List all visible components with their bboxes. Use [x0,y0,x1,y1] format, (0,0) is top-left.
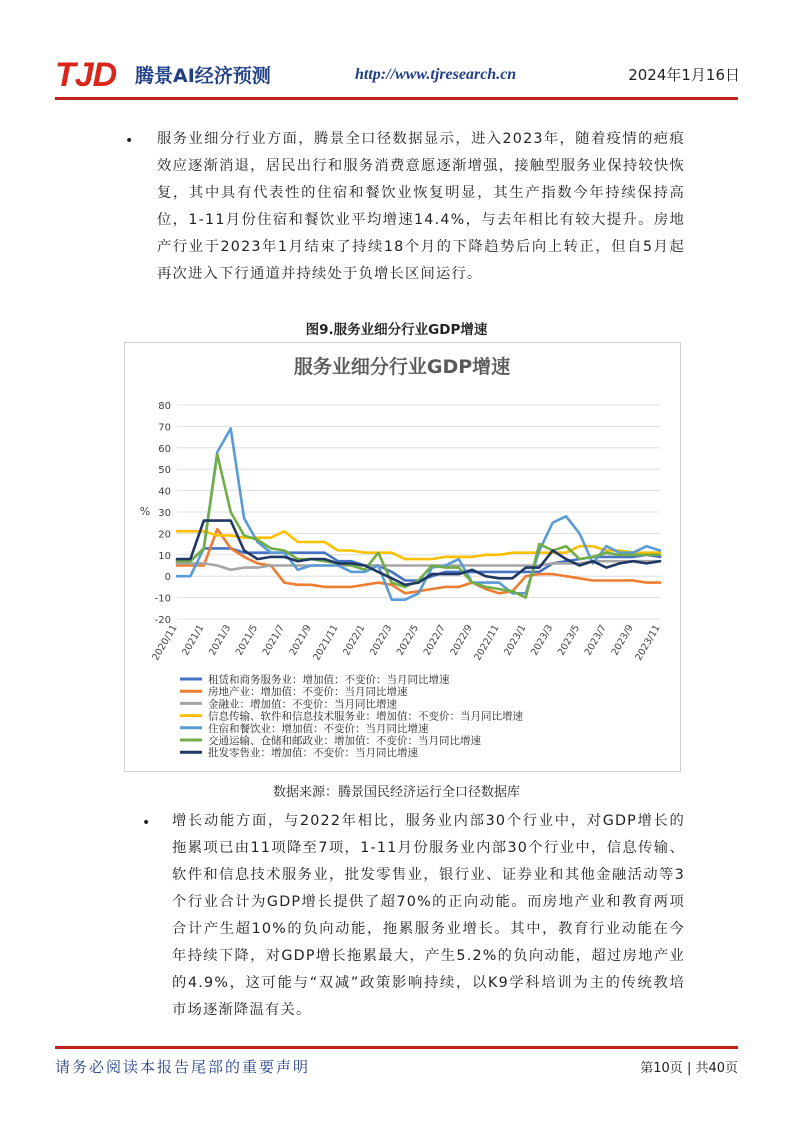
paragraph-service-industries: 服务业细分行业方面，腾景全口径数据显示，进入2023年，随着疫情的疤痕效应逐渐消退，居民出行和服务消费意愿逐渐增强，接触型服务业保持较快恢复，其中具有代表性的住宿和餐饮业恢复明显，其生产指数今年持续保持高位，1-11月份住宿和餐饮业平均增速14.4%，与去年相比有较大提升。房地产行业于2023年1月结束了持续18个月的下降趋势后向上转正，但自5月起再次进入下行通道并持续处于负增长区间运行。 [157,131,685,282]
legend-entry: 租赁和商务服务业：增加值：不变价：当月同比增速 [208,674,450,686]
x-tick-label: 2023/7 [582,623,609,658]
legend-entry: 交通运输、仓储和邮政业：增加值：不变价：当月同比增速 [208,735,481,747]
x-tick-label: 2021/5 [233,623,261,658]
x-tick-label: 2022/5 [394,623,422,658]
x-tick-label: 2021/11 [311,623,341,663]
x-tick-label: 2023/1 [502,623,529,658]
footer-divider [55,1046,738,1049]
legend-entry: 房地产业：增加值：不变价：当月同比增速 [208,686,408,699]
x-tick-label: 2023/11 [633,623,663,663]
y-tick-label: 50 [158,465,171,477]
legend-entry: 批发零售业：增加值：不变价：当月同比增速 [208,747,418,760]
x-tick-label: 2022/1 [341,623,368,658]
data-source: 数据来源：腾景国民经济运行全口径数据库 [272,785,520,800]
y-tick-label: 40 [158,486,171,498]
legend-entry: 信息传输、软件和信息技术服务业：增加值：不变价：当月同比增速 [208,710,523,723]
page-header [55,52,740,98]
report-date: 2024年1月16日 [628,66,740,84]
website-link[interactable]: http://www.tjresearch.cn [355,66,517,83]
x-tick-label: 2021/3 [207,623,234,658]
x-tick-label: 2023/3 [529,623,556,658]
x-tick-label: 2022/9 [448,623,475,658]
y-axis-label: % [139,505,151,518]
x-tick-label: 2023/5 [555,623,583,658]
x-tick-label: 2021/1 [180,623,207,658]
y-tick-label: 0 [164,572,171,584]
x-tick-label: 2022/7 [421,623,448,658]
x-tick-label: 2022/11 [472,623,502,663]
x-tick-label: 2022/3 [368,623,395,658]
line-chart [125,343,680,771]
y-tick-label: 20 [158,529,171,541]
page-number: 第10页 | 共40页 [640,1061,738,1076]
x-tick-label: 2021/7 [260,623,287,658]
y-tick-label: 70 [158,422,171,434]
x-tick-label: 2021/9 [287,623,314,658]
bullet-icon: • [125,133,134,149]
paragraph-growth-drivers: 增长动能方面，与2022年相比，服务业内部30个行业中，对GDP增长的拖累项已由11项降至7项，1-11月份服务业内部30个行业中，信息传输、软件和信息技术服务业，批发零售业，银行业、证券业和其他金融活动等3个行业合计为GDP增长提供了超70%的正向动能。而房地产业和教育两项合计产生超10%的负向动能，拖累服务业增长。其中，教育行业动能在今年持续下降，对GDP增长拖累最大，产生5.2%的负向动能，超过房地产业的4.9%，这可能与“双减”政策影响持续，以K9学科培训为主的传统教培市场逐渐降温有关。 [172,813,685,1018]
figure-title: 图9.服务业细分行业GDP增速 [305,322,488,338]
y-tick-label: -10 [154,593,171,605]
disclaimer-notice: 请务必阅读本报告尾部的重要声明 [55,1058,311,1076]
x-tick-label: 2020/11 [150,623,180,663]
series-line-5 [177,429,660,600]
bullet-icon: • [142,815,151,831]
y-tick-label: 10 [158,550,171,562]
y-tick-label: -20 [154,615,171,626]
header-divider [55,97,738,100]
y-tick-label: 80 [158,401,171,412]
x-tick-label: 2023/9 [609,623,636,658]
logo-mark: TJD [55,56,117,94]
chart-title: 服务业细分行业GDP增速 [293,356,511,378]
legend-entry: 住宿和餐饮业：增加值：不变价：当月同比增速 [208,722,429,735]
y-tick-label: 60 [158,443,171,455]
y-tick-label: 30 [158,508,171,519]
logo-text: 腾景AI经济预测 [135,65,271,87]
legend-entry: 金融业：增加值：不变价：当月同比增速 [208,698,397,711]
chart-container [124,342,681,772]
